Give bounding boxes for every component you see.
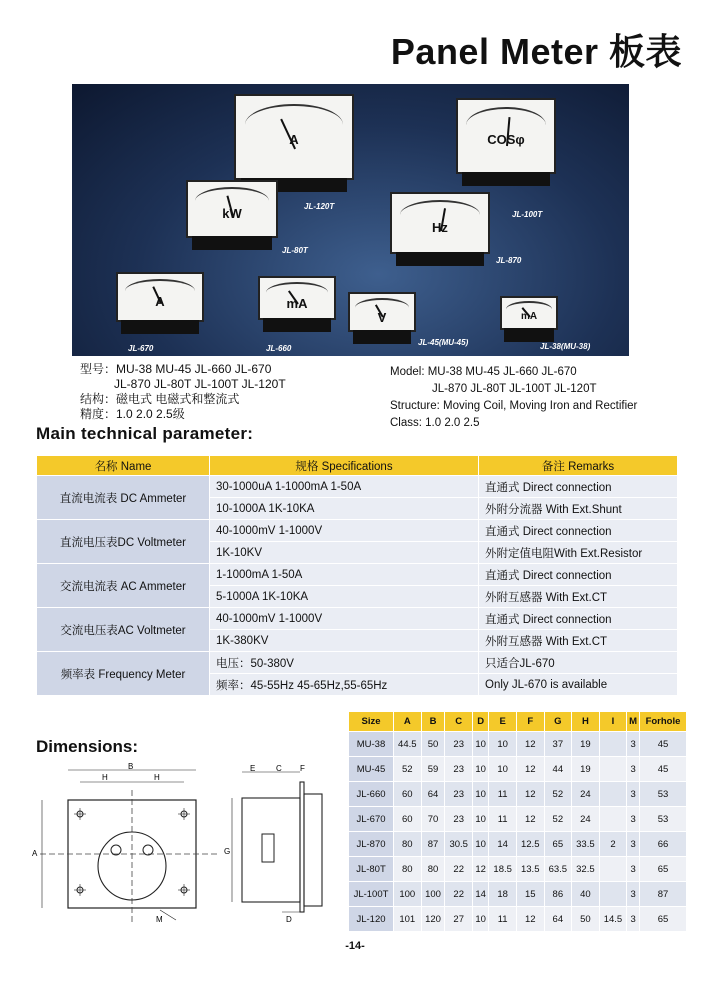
meter-symbol: A [289,132,299,148]
models-english [390,364,637,432]
dim-cell: 86 [544,882,572,907]
dim-label-c: C [276,764,282,773]
meter-jl870 [390,192,490,254]
dim-cell [599,757,627,782]
dim-cell: 63.5 [544,857,572,882]
dim-cell: 64 [421,782,445,807]
meter-symbol: mA [520,311,538,323]
meter-jl670 [116,272,204,322]
dim-label-h: H [154,773,160,782]
dim-cell: 59 [421,757,445,782]
table-row [349,882,687,907]
meter-label: JL-120T [304,202,335,211]
dim-cell: 14.5 [599,907,627,932]
dim-cell: 3 [627,857,640,882]
column-header: G [544,712,572,732]
spec-cell: 30-1000uA 1-1000mA 1-50A [210,476,479,498]
side-body [242,798,300,902]
column-header: A [394,712,422,732]
column-header: 规格 Specifications [210,456,479,476]
text-line: JL-870 JL-80T JL-100T JL-120T [114,377,286,391]
meter-jl100t [456,98,556,174]
meter-label: JL-870 [496,256,522,265]
meter-label: JL-670 [128,344,154,353]
section-heading: Dimensions: [36,737,139,756]
spec-cell: 频率：45-55Hz 45-65Hz,55-65Hz [210,674,479,696]
dimension-drawing [30,762,330,927]
dim-cell: 10 [489,732,517,757]
dim-cell: 100 [421,882,445,907]
dim-label-d: D [286,915,292,924]
spec-table [36,455,678,696]
dim-cell: 60 [394,807,422,832]
dim-cell: 10 [473,732,489,757]
column-header: 名称 Name [37,456,210,476]
meter-label: JL-100T [512,210,543,219]
dim-cell: 52 [544,807,572,832]
meter-jl120t [234,94,354,180]
page-number: -14- [345,940,365,952]
dim-cell: 50 [421,732,445,757]
dim-cell [599,807,627,832]
dim-cell: 11 [489,782,517,807]
dim-cell: 52 [394,757,422,782]
dim-label-g: G [224,847,231,856]
column-header: D [473,712,489,732]
dim-cell: 53 [640,782,687,807]
dim-cell: 22 [445,857,473,882]
meter-jl660 [258,276,336,320]
dim-cell: 100 [394,882,422,907]
dim-cell: 37 [544,732,572,757]
dim-cell: 10 [489,757,517,782]
dim-cell: 19 [572,757,600,782]
dim-cell: 11 [489,907,517,932]
remark-cell: 外附互感器 With Ext.CT [479,586,678,608]
remark-cell: 直通式 Direct connection [479,476,678,498]
table-header-row [37,456,678,476]
dim-cell: 44 [544,757,572,782]
table-row [349,732,687,757]
remark-cell: 直通式 Direct connection [479,520,678,542]
table-row [349,807,687,832]
dim-cell: 3 [627,732,640,757]
column-header: E [489,712,517,732]
dim-cell: 12 [516,732,544,757]
size-cell: JL-120 [349,907,394,932]
size-cell: JL-670 [349,807,394,832]
column-header: H [572,712,600,732]
spec-cell: 5-1000A 1K-10KA [210,586,479,608]
dim-cell: 12 [473,857,489,882]
meter-label: JL-80T [282,246,308,255]
size-cell: JL-80T [349,857,394,882]
table-row [349,857,687,882]
table-row [349,832,687,857]
dim-cell: 65 [544,832,572,857]
remark-cell: 直通式 Direct connection [479,564,678,586]
dim-cell: 45 [640,732,687,757]
dimension-table [348,711,687,932]
meter-jl38 [500,296,558,330]
meter-label: JL-38(MU-38) [540,342,591,351]
meter-label: JL-660 [266,344,292,353]
dim-cell: 18.5 [489,857,517,882]
dim-cell: 50 [572,907,600,932]
dim-cell: 65 [640,857,687,882]
meter-symbol: V [377,309,387,325]
remark-cell: Only JL-670 is available [479,674,678,696]
dim-label-m: M [156,915,163,924]
column-header: C [445,712,473,732]
dim-cell [599,732,627,757]
dim-cell: 3 [627,782,640,807]
dim-cell: 2 [599,832,627,857]
dim-cell: 32.5 [572,857,600,882]
spec-cell: 40-1000mV 1-1000V [210,520,479,542]
table-row [37,608,678,630]
table-header-row [349,712,687,732]
size-cell: JL-870 [349,832,394,857]
dim-cell: 70 [421,807,445,832]
table-row [349,757,687,782]
size-cell: MU-38 [349,732,394,757]
dim-cell: 12 [516,807,544,832]
dim-cell: 87 [640,882,687,907]
column-header: Size [349,712,394,732]
dim-cell: 23 [445,782,473,807]
table-row [37,476,678,498]
column-header: 备注 Remarks [479,456,678,476]
dim-cell: 23 [445,807,473,832]
row-name: 直流电压表DC Voltmeter [37,520,210,564]
text-line: Structure: Moving Coil, Moving Iron and Rectifier [390,400,638,412]
size-cell: JL-100T [349,882,394,907]
dim-cell: 15 [516,882,544,907]
text-line: Model: MU-38 MU-45 JL-660 JL-670 [390,366,577,378]
row-name: 交流电流表 AC Ammeter [37,564,210,608]
section-heading: Main technical parameter: [36,424,254,443]
row-name: 频率表 Frequency Meter [37,652,210,696]
dim-cell: 23 [445,757,473,782]
meter-jl80t [186,180,278,238]
column-header: Forhole [640,712,687,732]
spec-cell: 1-1000mA 1-50A [210,564,479,586]
remark-cell: 直通式 Direct connection [479,608,678,630]
meter-symbol: Hz [432,219,448,235]
table-row [37,520,678,542]
meter-jl45 [348,292,416,332]
dim-cell: 40 [572,882,600,907]
dim-cell: 24 [572,807,600,832]
dim-cell [599,857,627,882]
dim-cell: 3 [627,807,640,832]
dim-cell: 80 [421,857,445,882]
dim-cell: 3 [627,832,640,857]
spec-cell: 40-1000mV 1-1000V [210,608,479,630]
meter-symbol: COSφ [487,131,525,147]
dim-cell: 80 [394,832,422,857]
dim-cell: 12.5 [516,832,544,857]
dim-cell: 64 [544,907,572,932]
dim-label-e: E [250,764,256,773]
dim-cell: 120 [421,907,445,932]
dim-cell: 13.5 [516,857,544,882]
dim-cell: 10 [473,807,489,832]
dim-cell: 18 [489,882,517,907]
dim-cell: 30.5 [445,832,473,857]
dim-cell: 60 [394,782,422,807]
meter-symbol: kW [222,205,242,221]
models-chinese [80,362,286,422]
text-line: 精度：1.0 2.0 2.5级 [80,407,185,421]
dim-cell: 52 [544,782,572,807]
dim-cell: 19 [572,732,600,757]
table-row [37,652,678,674]
dim-cell: 14 [489,832,517,857]
dim-cell: 3 [627,907,640,932]
dim-cell: 44.5 [394,732,422,757]
meter-symbol: A [155,294,165,310]
table-row [37,564,678,586]
dim-cell: 10 [473,832,489,857]
dim-cell: 33.5 [572,832,600,857]
dim-cell: 12 [516,782,544,807]
spec-cell: 10-1000A 1K-10KA [210,498,479,520]
dim-cell: 53 [640,807,687,832]
text-line: 型号：MU-38 MU-45 JL-660 JL-670 [80,362,272,376]
dim-cell: 27 [445,907,473,932]
dim-cell: 66 [640,832,687,857]
spec-cell: 电压：50-380V [210,652,479,674]
dim-label-b: B [128,762,134,771]
dim-cell: 87 [421,832,445,857]
remark-cell: 外附分流器 With Ext.Shunt [479,498,678,520]
remark-cell: 只适合JL-670 [479,652,678,674]
dim-cell [599,782,627,807]
text-line: 结构：磁电式 电磁式和整流式 [80,392,240,406]
dim-cell: 10 [473,757,489,782]
column-header: M [627,712,640,732]
dim-label-f: F [300,764,305,773]
dim-cell: 45 [640,757,687,782]
dim-cell: 12 [516,907,544,932]
dim-cell: 12 [516,757,544,782]
table-row [349,782,687,807]
dim-cell: 24 [572,782,600,807]
text-line: JL-870 JL-80T JL-100T JL-120T [432,383,597,395]
size-cell: JL-660 [349,782,394,807]
dim-cell: 11 [489,807,517,832]
dim-cell: 3 [627,757,640,782]
meter-symbol: mA [286,295,308,311]
dim-cell: 101 [394,907,422,932]
column-header: F [516,712,544,732]
dim-label-h: H [102,773,108,782]
column-header: I [599,712,627,732]
dim-cell: 3 [627,882,640,907]
dim-cell: 80 [394,857,422,882]
spec-cell: 1K-10KV [210,542,479,564]
text-line: Class: 1.0 2.0 2.5 [390,417,480,429]
remark-cell: 外附定值电阻With Ext.Resistor [479,542,678,564]
size-cell: MU-45 [349,757,394,782]
dim-cell: 22 [445,882,473,907]
dim-cell: 14 [473,882,489,907]
page-title: Panel Meter 板表 [390,31,682,72]
meter-label: JL-45(MU-45) [418,338,469,347]
dim-cell [599,882,627,907]
row-name: 交流电压表AC Voltmeter [37,608,210,652]
remark-cell: 外附互感器 With Ext.CT [479,630,678,652]
dim-label-a: A [32,849,38,858]
spec-cell: 1K-380KV [210,630,479,652]
product-photo [72,84,629,356]
table-row [349,907,687,932]
row-name: 直流电流表 DC Ammeter [37,476,210,520]
column-header: B [421,712,445,732]
dim-cell: 10 [473,782,489,807]
dim-cell: 65 [640,907,687,932]
dim-cell: 10 [473,907,489,932]
dim-cell: 23 [445,732,473,757]
